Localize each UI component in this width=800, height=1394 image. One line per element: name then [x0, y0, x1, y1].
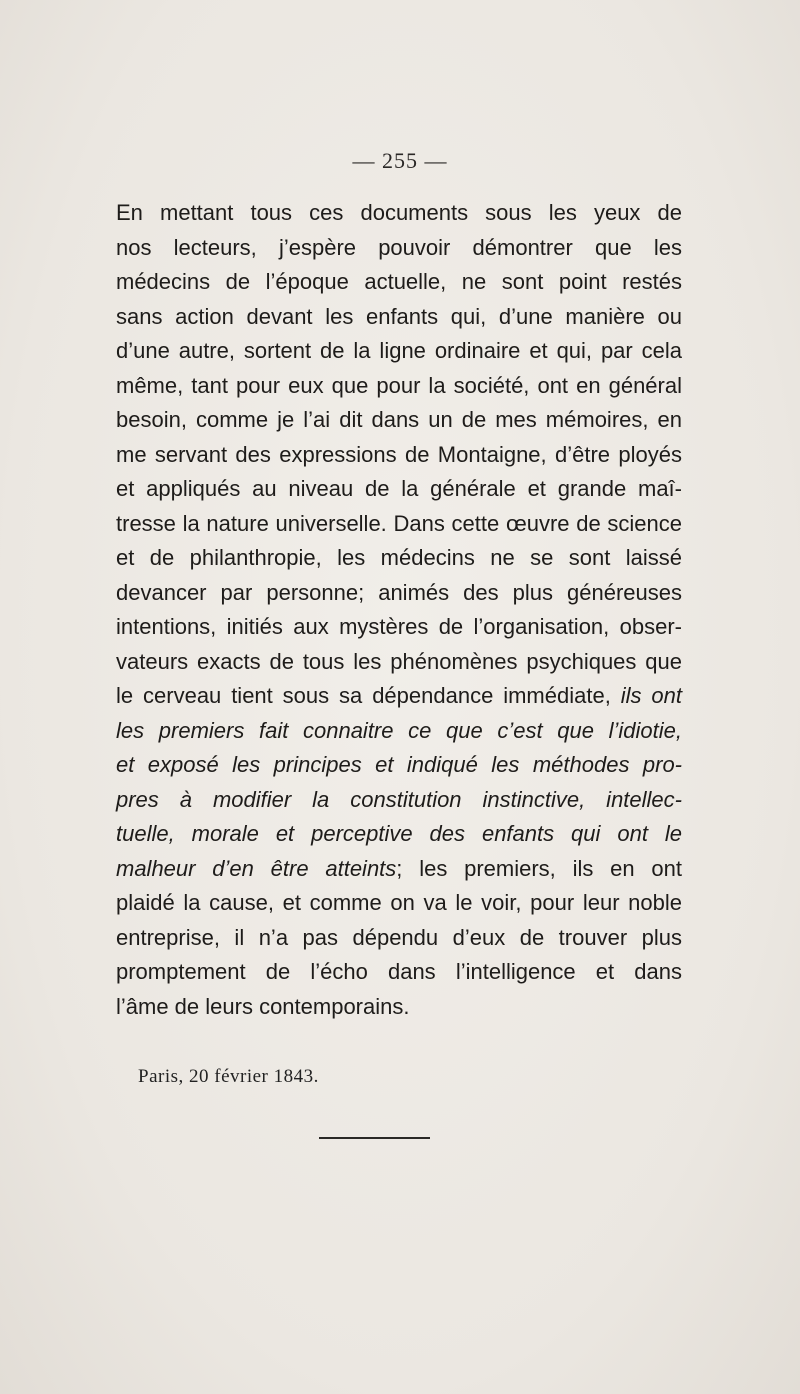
italic-segment: pres à modifier la constitution instinctive, intellec-	[116, 786, 682, 812]
closing-rule	[319, 1137, 430, 1139]
text-segment: promptement de l’écho dans l’intelligence et dans	[116, 959, 682, 984]
text-line	[116, 403, 682, 438]
text-line	[116, 852, 682, 887]
page-number: — 255 —	[352, 148, 448, 173]
text-line	[116, 541, 682, 576]
text-segment: entreprise, il n’a pas dépendu d’eux de trouver plus	[116, 924, 682, 950]
text-segment: le cerveau tient sous sa dépendance immédiate,	[116, 683, 621, 708]
text-segment: d’une autre, sortent de la ligne ordinaire et qui, par cela	[116, 338, 682, 363]
text-line	[116, 817, 682, 852]
text-segment: tresse la nature universelle. Dans cette œuvre de science	[116, 510, 682, 536]
text-line	[116, 334, 682, 369]
text-line	[116, 472, 682, 507]
text-segment: même, tant pour eux que pour la société, ont en général	[116, 372, 682, 398]
text-line	[116, 783, 682, 818]
text-line	[116, 714, 682, 749]
text-line	[116, 886, 682, 921]
text-line	[116, 645, 682, 680]
italic-segment: les premiers fait connaitre ce que c’est que l’idiotie,	[116, 717, 682, 743]
text-segment: intentions, initiés aux mystères de l’organisation, obser-	[116, 614, 682, 639]
text-line	[116, 196, 682, 231]
text-segment: et appliqués au niveau de la générale et grande maî-	[116, 476, 682, 501]
text-segment: vateurs exacts de tous les phénomènes psychiques que	[116, 648, 682, 674]
text-line	[116, 921, 682, 956]
text-line	[116, 265, 682, 300]
text-segment: l’âme de leurs contemporains.	[116, 993, 410, 1019]
text-segment: En mettant tous ces documents sous les yeux de	[116, 200, 682, 225]
text-line	[116, 990, 682, 1025]
text-segment: et de philanthropie, les médecins ne se sont laissé	[116, 545, 682, 570]
text-segment: médecins de l’époque actuelle, ne sont point restés	[116, 269, 682, 294]
text-line	[116, 576, 682, 611]
text-line	[116, 955, 682, 990]
italic-segment: et exposé les principes et indiqué les méthodes pro-	[116, 752, 682, 777]
text-line	[116, 610, 682, 645]
text-line	[116, 300, 682, 335]
text-segment: me servant des expressions de Montaigne, d’être ployés	[116, 441, 682, 467]
text-line	[116, 507, 682, 542]
text-line	[116, 369, 682, 404]
text-segment: devancer par personne; animés des plus généreuses	[116, 579, 682, 605]
text-segment: besoin, comme je l’ai dit dans un de mes mémoires, en	[116, 407, 682, 432]
body-paragraph	[116, 196, 682, 1024]
italic-segment: tuelle, morale et perceptive des enfants qui ont le	[116, 821, 682, 846]
italic-segment: malheur d’en être atteints	[116, 855, 397, 881]
text-segment: nos lecteurs, j’espère pouvoir démontrer que les	[116, 234, 682, 260]
text-line	[116, 438, 682, 473]
dateline: Paris, 20 février 1843.	[138, 1066, 319, 1087]
text-segment: sans action devant les enfants qui, d’une manière ou	[116, 303, 682, 329]
text-line	[116, 748, 682, 783]
text-line	[116, 679, 682, 714]
text-line	[116, 231, 682, 266]
italic-segment: ils ont	[620, 683, 682, 708]
text-segment: ; les premiers, ils en ont	[396, 855, 682, 881]
text-segment: plaidé la cause, et comme on va le voir, pour leur noble	[116, 890, 682, 915]
